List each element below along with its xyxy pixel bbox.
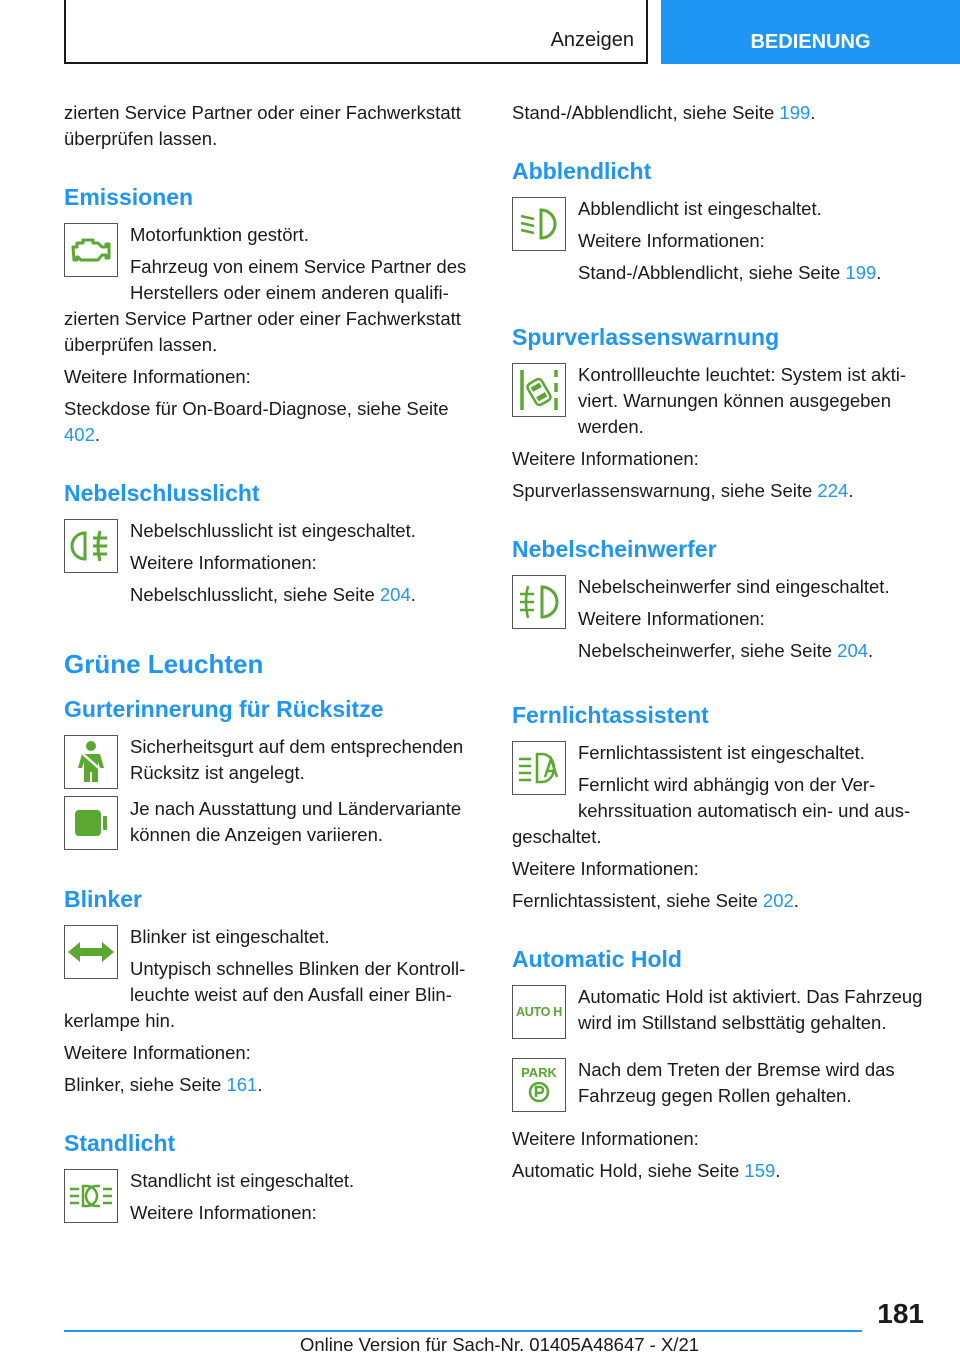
blinker-line1: Blinker ist eingeschaltet. <box>130 926 330 947</box>
blinker-more: Weitere Informationen: <box>64 1042 251 1063</box>
blinker-ref <box>64 1072 482 1098</box>
emissionen-more: Weitere Informationen: <box>64 366 251 387</box>
emissionen-line1: Motorfunktion gestört. <box>130 224 309 245</box>
ref-end: . <box>848 480 854 501</box>
heading-abblendlicht: Abblendlicht <box>512 158 652 184</box>
ref-text: Stand-/Abblendlicht, siehe Seite <box>512 102 780 123</box>
ref-text: Nebelscheinwerfer, siehe Seite <box>578 640 838 661</box>
lane-departure-icon <box>512 363 566 417</box>
standlicht-more: Weitere Informationen: <box>130 1202 317 1223</box>
ref-end: . <box>810 102 816 123</box>
ref-text: Nebelschlusslicht, siehe Seite <box>130 584 380 605</box>
page-link[interactable]: 202 <box>762 890 794 911</box>
page-link[interactable]: 402 <box>64 424 95 445</box>
page-link[interactable]: 159 <box>744 1160 776 1181</box>
ref-text: Blinker, siehe Seite <box>64 1074 227 1095</box>
footer-divider <box>64 1330 862 1332</box>
intro-ref <box>512 100 930 126</box>
turn-signal-icon <box>64 925 118 979</box>
header-box <box>64 0 648 64</box>
front-fog-light-icon <box>512 575 566 629</box>
park-brake-icon <box>512 1058 566 1112</box>
ref-text: Automatic Hold, siehe Seite <box>512 1160 745 1181</box>
heading-automatic-hold: Automatic Hold <box>512 946 682 972</box>
chapter-tab[interactable]: BEDIENUNG <box>661 0 960 64</box>
park-icon-text: PARK <box>521 1065 557 1080</box>
gurt-line1: Sicherheitsgurt auf dem entsprechenden Rücksitz ist angelegt. <box>130 736 464 783</box>
nebelschein-ref <box>512 638 930 664</box>
right-column <box>512 100 930 1190</box>
page-link[interactable]: 199 <box>845 262 877 283</box>
emissionen-line2: Fahrzeug von einem Service Partner des Herstellers oder einem anderen qualifizierten Service Partner oder einer Fachwerkstatt überprüfen lassen. <box>64 256 467 355</box>
page-number: 181 <box>877 1298 924 1329</box>
heading-blinker: Blinker <box>64 886 142 912</box>
abblend-ref <box>512 260 930 286</box>
page-link[interactable]: 199 <box>779 102 811 123</box>
gurt-line2: Je nach Ausstattung und Ländervariante können die Anzeigen variieren. <box>130 798 462 845</box>
ref-end: . <box>257 1074 263 1095</box>
brake-circle-icon <box>527 1080 551 1104</box>
page-link[interactable]: 224 <box>817 480 849 501</box>
seat-indicator-icon <box>64 796 118 850</box>
section-label: Anzeigen <box>550 29 634 51</box>
emissionen-ref <box>64 396 482 448</box>
heading-nebelschlusslicht: Nebelschlusslicht <box>64 480 260 506</box>
fernlicht-line2: Fernlicht wird abhängig von der Verkehrssituation automatisch ein- und ausgeschaltet. <box>512 774 911 847</box>
engine-icon <box>64 223 118 277</box>
abblend-line1: Abblendlicht ist eingeschaltet. <box>578 198 822 219</box>
page-link[interactable]: 204 <box>379 584 411 605</box>
fernlicht-line1: Fernlichtassistent ist eingeschaltet. <box>578 742 865 763</box>
heading-fernlichtassistent: Fernlichtassistent <box>512 702 709 728</box>
hold-ref <box>512 1158 930 1184</box>
left-column <box>64 100 482 1232</box>
heading-nebelscheinwerfer: Nebelscheinwerfer <box>512 536 717 562</box>
spur-more: Weitere Informationen: <box>512 448 699 469</box>
ref-end: . <box>793 890 799 911</box>
spur-ref <box>512 478 930 504</box>
footer-online-version: Online Version für Sach-Nr. 01405A48647 - X/21 <box>300 1334 700 1355</box>
ref-end: . <box>410 584 416 605</box>
fernlicht-ref <box>512 888 930 914</box>
seatbelt-icon <box>64 735 118 789</box>
fernlicht-more: Weitere Informationen: <box>512 858 699 879</box>
page-link[interactable]: 204 <box>837 640 869 661</box>
ref-end: . <box>876 262 882 283</box>
heading-standlicht: Standlicht <box>64 1130 176 1156</box>
standlicht-line1: Standlicht ist eingeschaltet. <box>130 1170 355 1191</box>
hold-line1: Automatic Hold ist aktiviert. Das Fahrzeug wird im Stillstand selbsttätig gehalten. <box>578 986 923 1033</box>
ref-text: Spurverlassenswarnung, siehe Seite <box>512 480 818 501</box>
page-link[interactable]: 161 <box>226 1074 258 1095</box>
hold-more: Weitere Informationen: <box>512 1128 699 1149</box>
nebelschein-more: Weitere Informationen: <box>578 608 765 629</box>
ref-text: Stand-/Abblendlicht, siehe Seite <box>578 262 846 283</box>
heading-gruene-leuchten: Grüne Leuchten <box>64 649 264 679</box>
blinker-line2: Untypisch schnelles Blinken der Kontrollleuchte weist auf den Ausfall einer Blinkerlampe hin. <box>64 958 466 1031</box>
low-beam-icon <box>512 197 566 251</box>
ref-end: . <box>775 1160 781 1181</box>
auto-hold-icon-text: AUTO H <box>516 1005 562 1019</box>
nebelschluss-ref <box>64 582 482 608</box>
high-beam-assist-icon <box>512 741 566 795</box>
ref-end: . <box>868 640 874 661</box>
hold-line2: Nach dem Treten der Bremse wird das Fahrzeug gegen Rollen gehalten. <box>578 1059 895 1106</box>
ref-end: . <box>94 424 101 445</box>
auto-hold-icon <box>512 985 566 1039</box>
heading-gurterinnerung: Gurterinnerung für Rücksitze <box>64 696 384 722</box>
heading-spurverlassenswarnung: Spurverlassenswarnung <box>512 324 780 350</box>
ref-text: Steckdose für On-Board-Diagnose, siehe Seite <box>64 398 449 419</box>
rear-fog-light-icon <box>64 519 118 573</box>
intro-text: zierten Service Partner oder einer Fachwerkstatt überprüfen lassen. <box>64 102 461 149</box>
abblend-more: Weitere Informationen: <box>578 230 765 251</box>
nebelschluss-more: Weitere Informationen: <box>130 552 317 573</box>
nebelschein-line1: Nebelscheinwerfer sind eingeschaltet. <box>578 576 890 597</box>
spur-line1: Kontrollleuchte leuchtet: System ist aktiviert. Warnungen können ausgegeben werden. <box>578 364 907 437</box>
heading-emissionen: Emissionen <box>64 184 194 210</box>
nebelschluss-line1: Nebelschlusslicht ist eingeschaltet. <box>130 520 416 541</box>
ref-text: Fernlichtassistent, siehe Seite <box>512 890 763 911</box>
parking-light-icon <box>64 1169 118 1223</box>
